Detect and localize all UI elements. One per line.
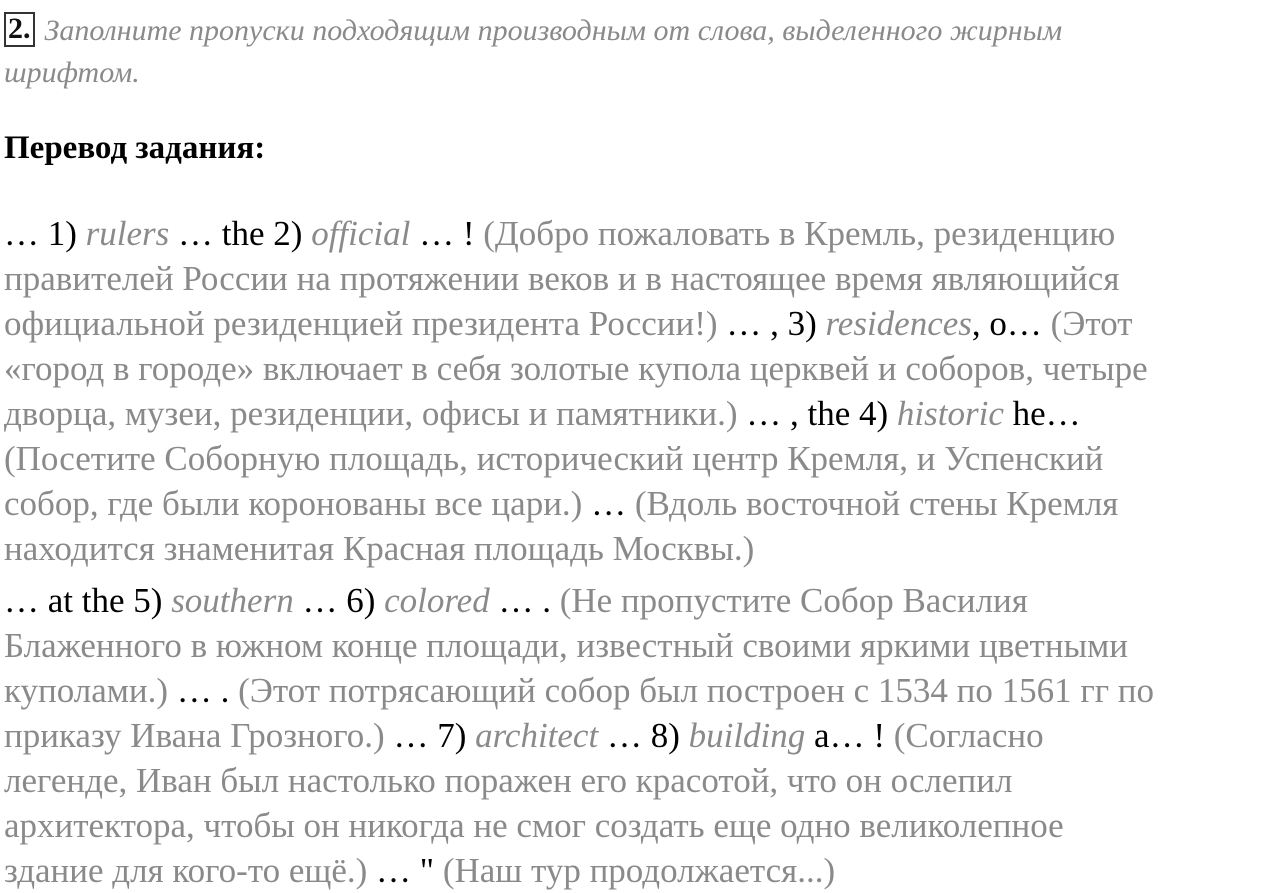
russian-translation: дворца, музеи, резиденции, офисы и памятники.)	[4, 394, 747, 433]
english-fragment: … 1)	[4, 214, 86, 253]
english-fragment: … "	[376, 851, 443, 890]
text-line	[4, 578, 1283, 623]
text-line	[4, 803, 1283, 848]
russian-translation: (Согласно	[893, 716, 1044, 755]
text-line	[4, 301, 1283, 346]
english-fragment: … at the 5)	[4, 581, 172, 620]
russian-translation: официальной резиденцией президента России!)	[4, 304, 727, 343]
translation-heading: Перевод задания:	[4, 130, 266, 166]
russian-translation: (Посетите Соборную площадь, исторический центр Кремля, и Успенский	[4, 439, 1104, 478]
english-fragment: he…	[1003, 394, 1081, 433]
text-line	[4, 391, 1283, 436]
text-line	[4, 436, 1283, 481]
text-line	[4, 668, 1283, 713]
russian-translation: здание для кого-то ещё.)	[4, 851, 377, 890]
english-fragment: …	[591, 484, 635, 523]
russian-translation: куполами.)	[4, 671, 177, 710]
answer-word: official	[311, 214, 411, 253]
english-fragment: … the 2)	[169, 214, 312, 253]
english-fragment: … , 3)	[726, 304, 826, 343]
instruction-text-line1: Заполните пропуски подходящим производным от слова, выделенного жирным	[44, 14, 1063, 47]
answer-word: colored	[384, 581, 490, 620]
answer-word: southern	[171, 581, 294, 620]
russian-translation: (Этот	[1050, 304, 1133, 343]
answer-word: residences	[825, 304, 972, 343]
english-fragment: … .	[489, 581, 560, 620]
russian-translation: (Этот потрясающий собор был построен с 1534 по 1561 гг по	[238, 671, 1155, 710]
english-fragment: … , the 4)	[746, 394, 897, 433]
english-fragment: … 7)	[393, 716, 476, 755]
english-fragment: … .	[176, 671, 239, 710]
russian-translation: (Вдоль восточной стены Кремля	[634, 484, 1119, 523]
answer-word: building	[688, 716, 806, 755]
translation-paragraph-1	[4, 211, 1283, 571]
russian-translation: «город в городе» включает в себя золотые купола церквей и соборов, четыре	[4, 349, 1148, 388]
russian-translation: правителей России на протяжении веков и в настоящее время являющийся	[4, 259, 1120, 298]
russian-translation: (Наш тур продолжается...)	[442, 851, 836, 890]
russian-translation: приказу Ивана Грозного.)	[4, 716, 394, 755]
answer-word: rulers	[85, 214, 170, 253]
task-instruction	[4, 10, 1274, 94]
english-fragment: … !	[410, 214, 484, 253]
text-line	[4, 211, 1283, 256]
task-number-badge: 2.	[4, 12, 35, 47]
russian-translation: архитектора, чтобы он никогда не смог создать еще одно великолепное	[4, 806, 1064, 845]
russian-translation: (Не пропустите Собор Василия	[559, 581, 1028, 620]
text-line	[4, 758, 1283, 803]
russian-translation: (Добро пожаловать в Кремль, резиденцию	[483, 214, 1116, 253]
text-line	[4, 848, 1283, 893]
answer-word: historic	[896, 394, 1004, 433]
russian-translation: легенде, Иван был настолько поражен его красотой, что он ослепил	[4, 761, 1013, 800]
russian-translation: собор, где были коронованы все цари.)	[4, 484, 592, 523]
english-fragment: a… !	[805, 716, 894, 755]
text-line	[4, 481, 1283, 526]
text-line	[4, 346, 1283, 391]
text-line	[4, 256, 1283, 301]
english-fragment: … 6)	[293, 581, 385, 620]
instruction-text-line2: шрифтом.	[4, 56, 140, 89]
answer-word: architect	[475, 716, 599, 755]
text-line	[4, 623, 1283, 668]
russian-translation: находится знаменитая Красная площадь Москвы.)	[4, 529, 755, 568]
english-fragment: … 8)	[598, 716, 689, 755]
english-fragment: , o…	[971, 304, 1051, 343]
russian-translation: Блаженного в южном конце площади, известный своими яркими цветными	[4, 626, 1128, 665]
text-line	[4, 526, 1283, 571]
translation-paragraph-2	[4, 578, 1283, 893]
text-line	[4, 713, 1283, 758]
